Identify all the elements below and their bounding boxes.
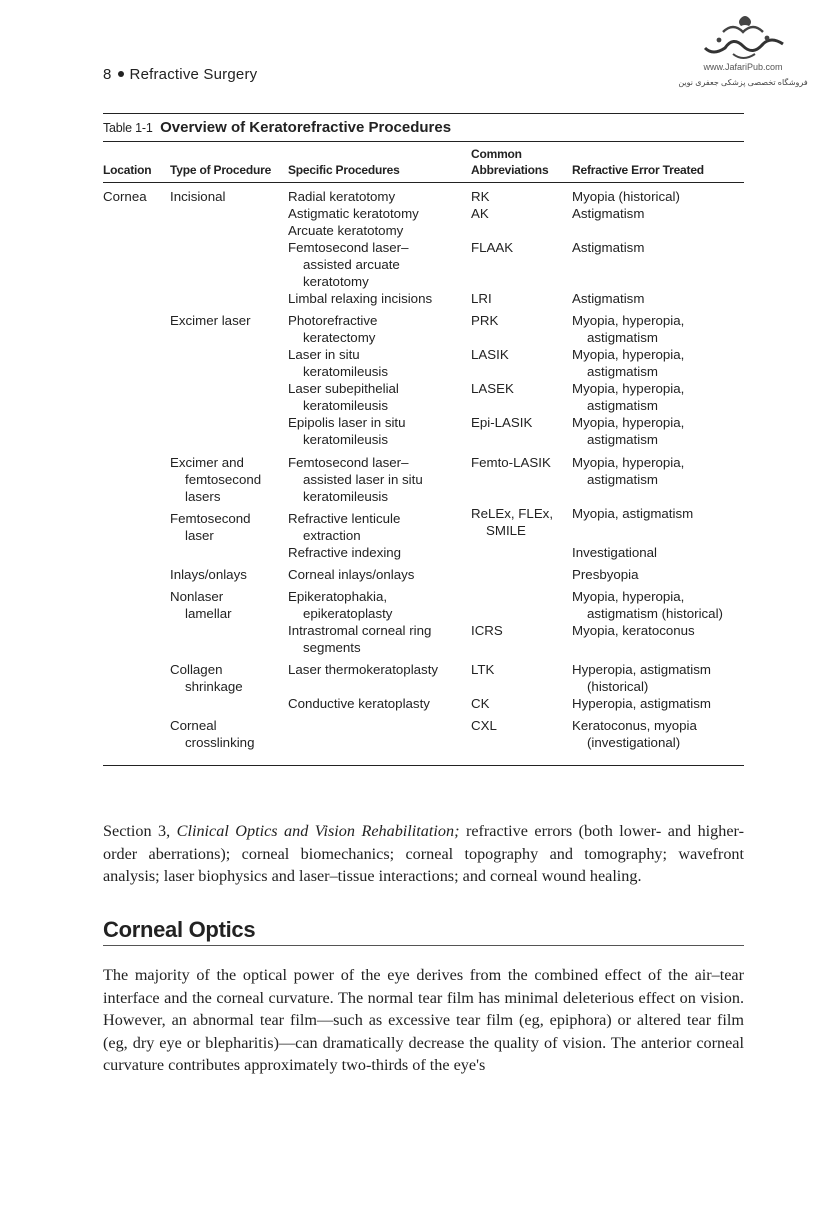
table-title: Overview of Keratorefractive Procedures — [160, 119, 452, 136]
error-cell: Astigmatism — [572, 206, 645, 221]
abbr-cell: LASEK — [471, 381, 514, 396]
paragraph-rest: refractive errors (both lower- and higher-order aberrations); corneal biomechanics; corneal topography and tomography; wavefront analysis; laser biophysics and laser–tissue interactions; and corneal wound healing. — [103, 822, 744, 885]
error-cell: Presbyopia — [572, 567, 639, 582]
running-header — [103, 66, 257, 83]
abbr-cell: LRI — [471, 291, 492, 306]
body-paragraph — [103, 964, 744, 1077]
error-cell: Astigmatism — [572, 240, 645, 255]
type-cell: Nonlaser lamellar — [170, 589, 232, 621]
abbr-cell: PRK — [471, 313, 499, 328]
abbr-cell: Epi-LASIK — [471, 415, 533, 430]
running-title: Refractive Surgery — [129, 66, 258, 83]
abbr-cell: LASIK — [471, 347, 509, 362]
specific-cell: Refractive indexing — [288, 545, 402, 560]
specific-cell: Radial keratotomy — [288, 189, 396, 204]
specific-cell: Conductive keratoplasty — [288, 696, 430, 711]
error-cell: Myopia, hyperopia, astigmatism — [572, 347, 685, 379]
error-cell: Myopia (historical) — [572, 189, 680, 204]
abbr-cell: FLAAK — [471, 240, 514, 255]
abbr-cell: CXL — [471, 718, 497, 733]
error-cell: Hyperopia, astigmatism — [572, 696, 711, 711]
specific-cell: Refractive lenticule extraction — [288, 511, 401, 543]
specific-cell: Photorefractive keratectomy — [288, 313, 378, 345]
calligraphy-logo-icon — [693, 14, 793, 62]
table-label: Table 1-1 — [103, 121, 153, 135]
table-1-1 — [103, 113, 744, 766]
error-cell: Astigmatism — [572, 291, 645, 306]
section-heading: Corneal Optics — [103, 917, 744, 946]
error-cell: Myopia, astigmatism — [572, 506, 694, 521]
location-cell: Cornea — [103, 189, 147, 204]
specific-cell: Laser in situ keratomileusis — [288, 347, 388, 379]
specific-cell: Astigmatic keratotomy — [288, 206, 419, 221]
book-title-italic: Clinical Optics and Vision Rehabilitation; — [176, 822, 460, 840]
table-header — [103, 142, 744, 182]
specific-cell: Laser thermokeratoplasty — [288, 662, 439, 677]
body-paragraph — [103, 820, 744, 888]
error-cell: Myopia, keratoconus — [572, 623, 695, 638]
type-cell: Incisional — [170, 189, 226, 204]
abbr-cell: Femto-LASIK — [471, 455, 551, 470]
specific-cell: Intrastromal corneal ring segments — [288, 623, 432, 655]
specific-cell: Arcuate keratotomy — [288, 223, 404, 238]
paragraph-text: The majority of the optical power of the eye derives from the combined effect of the air–tear interface and the corneal curvature. The normal tear film has minimal deleterious effect on vision. However, an abnormal tear film—such as excessive tear film (eg, epiphora) or altered tear film (eg, dry eye or blepharitis)—can dramatically decrease the quality of vision. The anterior corneal curvature contributes approximately two-thirds of the eye's — [103, 966, 744, 1074]
error-cell: Myopia, hyperopia, astigmatism — [572, 455, 685, 487]
error-cell: Investigational — [572, 545, 658, 560]
error-cell: Keratoconus, myopia (investigational) — [572, 718, 697, 750]
header-abbr-line1: Common — [471, 147, 522, 161]
publisher-logo — [678, 14, 808, 104]
header-specific: Specific Procedures — [288, 163, 400, 177]
specific-cell: Epipolis laser in situ keratomileusis — [288, 415, 406, 447]
error-cell: Myopia, hyperopia, astigmatism — [572, 381, 685, 413]
abbr-cell: LTK — [471, 662, 495, 677]
specific-cell: Epikeratophakia, epikeratoplasty — [288, 589, 393, 621]
header-abbreviations — [471, 146, 548, 178]
abbr-cell: CK — [471, 696, 490, 711]
table-caption — [103, 114, 744, 141]
header-error: Refractive Error Treated — [572, 163, 704, 177]
specific-cell: Femtosecond laser– assisted laser in situ keratomileusis — [288, 455, 423, 504]
specific-cell: Femtosecond laser– assisted arcuate keratotomy — [288, 240, 409, 289]
table-bottom-rule — [103, 765, 744, 766]
logo-tagline: فروشگاه تخصصی پزشکی جعفری نوین — [678, 78, 808, 87]
type-cell: Corneal crosslinking — [170, 718, 255, 750]
page-number: 8 — [103, 66, 112, 83]
error-cell: Myopia, hyperopia, astigmatism — [572, 415, 685, 447]
error-cell: Hyperopia, astigmatism (historical) — [572, 662, 711, 694]
abbr-cell: AK — [471, 206, 489, 221]
abbr-cell: ICRS — [471, 623, 503, 638]
abbr-cell: ReLEx, FLEx, SMILE — [471, 506, 554, 538]
type-cell: Inlays/onlays — [170, 567, 247, 582]
header-location: Location — [103, 163, 152, 177]
error-cell: Myopia, hyperopia, astigmatism (historical) — [572, 589, 723, 621]
specific-cell: Limbal relaxing incisions — [288, 291, 433, 306]
error-cell: Myopia, hyperopia, astigmatism — [572, 313, 685, 345]
abbr-cell: RK — [471, 189, 490, 204]
type-cell: Femtosecond laser — [170, 511, 251, 543]
type-cell: Excimer laser — [170, 313, 251, 328]
type-cell: Collagen shrinkage — [170, 662, 243, 694]
bullet-icon — [118, 71, 124, 77]
specific-cell: Laser subepithelial keratomileusis — [288, 381, 399, 413]
specific-cell: Corneal inlays/onlays — [288, 567, 415, 582]
table-body — [103, 183, 744, 765]
logo-url: www.JafariPub.com — [703, 62, 783, 72]
header-type: Type of Procedure — [170, 163, 272, 177]
header-abbr-line2: Abbreviations — [471, 163, 549, 177]
type-cell: Excimer and femtosecond lasers — [170, 455, 262, 504]
paragraph-lead: Section 3, — [103, 822, 177, 840]
